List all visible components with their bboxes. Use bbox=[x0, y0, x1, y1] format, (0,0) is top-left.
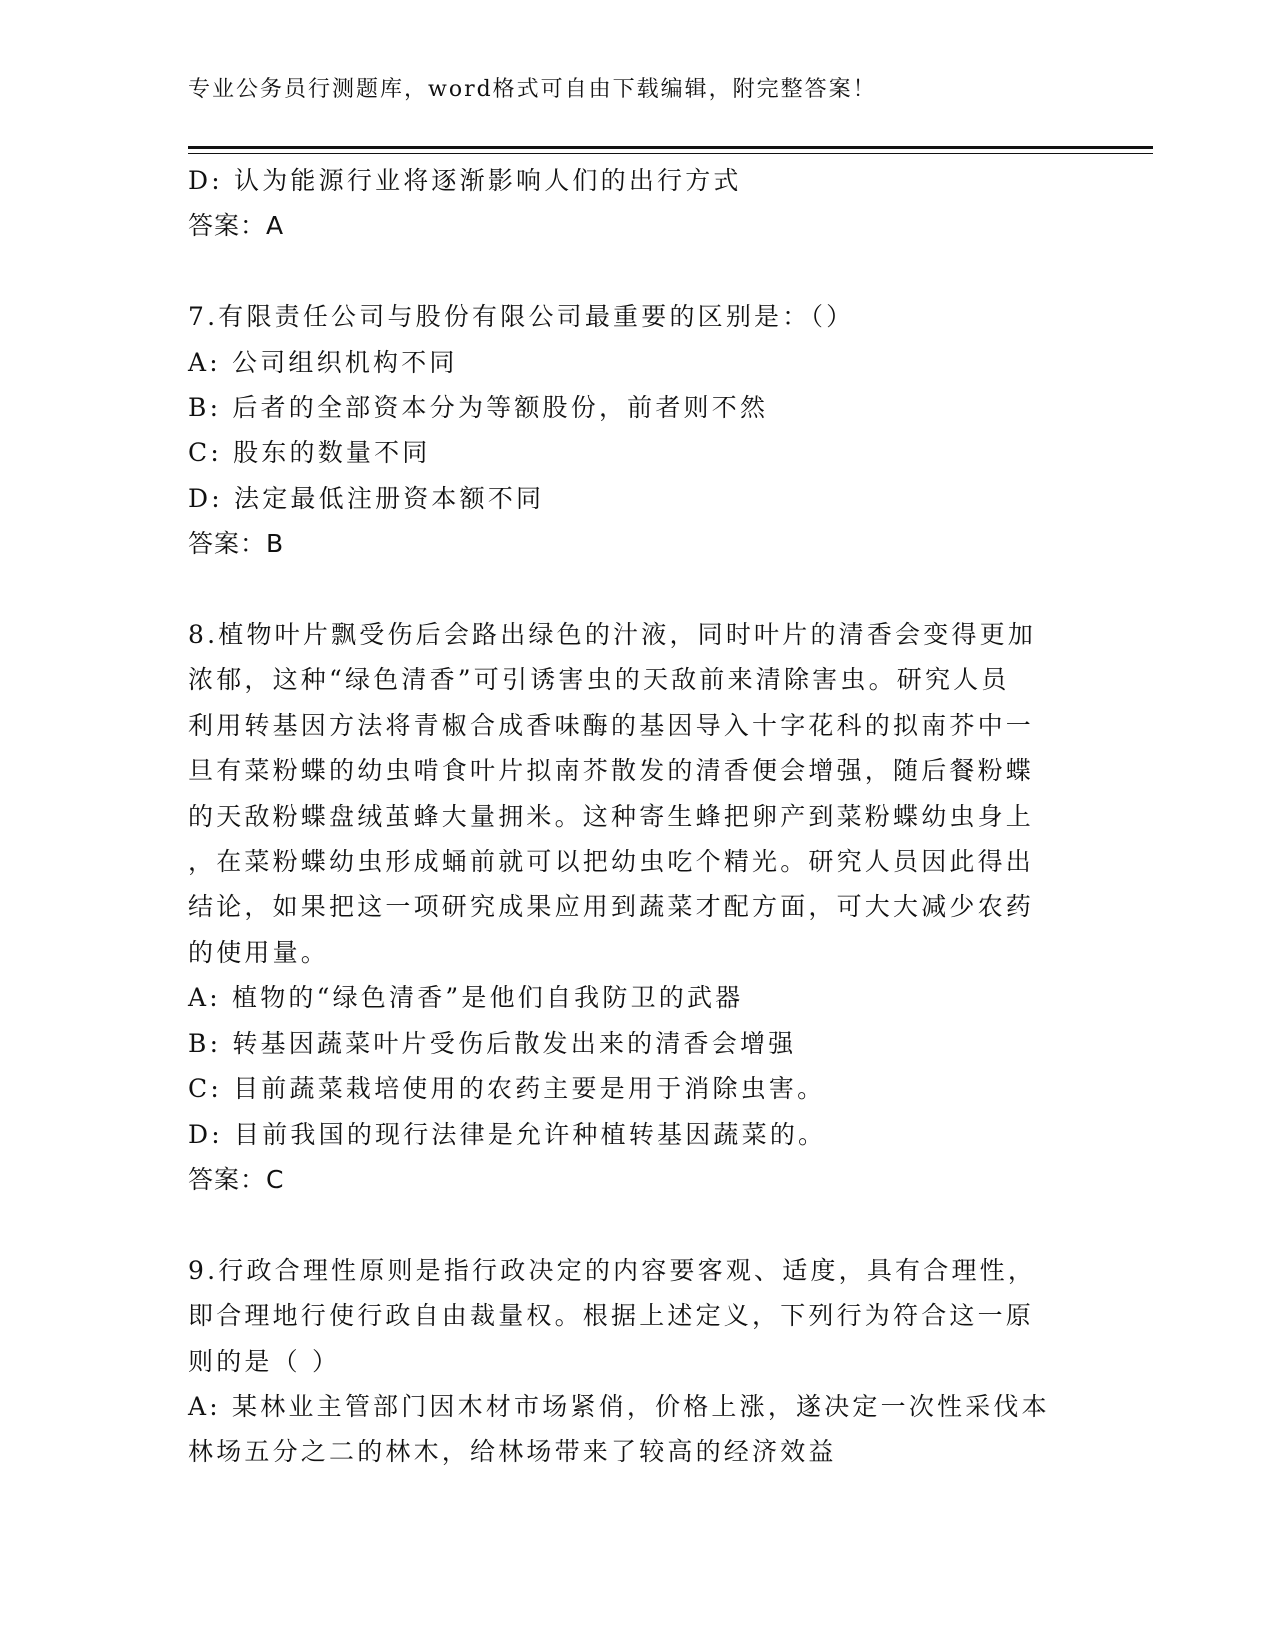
option-a: A: 公司组织机构不同 bbox=[188, 347, 458, 377]
spacer bbox=[188, 1202, 1068, 1247]
question-stem-line: ，在菜粉蝶幼虫形成蛹前就可以把幼虫吃个精光。研究人员因此得出 bbox=[188, 847, 1035, 877]
option-c: C: 股东的数量不同 bbox=[188, 438, 431, 468]
answer: 答案：C bbox=[188, 1164, 285, 1194]
question-stem-line: 9.行政合理性原则是指行政决定的内容要客观、适度，具有合理性， bbox=[188, 1255, 1037, 1285]
spacer bbox=[188, 567, 1068, 612]
answer: 答案：B bbox=[188, 529, 285, 559]
spacer bbox=[188, 249, 1068, 294]
option-b: B: 后者的全部资本分为等额股份，前者则不然 bbox=[188, 393, 769, 423]
option-c: C: 目前蔬菜栽培使用的农药主要是用于消除虫害。 bbox=[188, 1074, 826, 1104]
option-b: B: 转基因蔬菜叶片受伤后散发出来的清香会增强 bbox=[188, 1028, 797, 1058]
option-a-line: A: 某林业主管部门因木材市场紧俏，价格上涨，遂决定一次性采伐本 bbox=[188, 1391, 1050, 1421]
question-stem: 7.有限责任公司与股份有限公司最重要的区别是：（） bbox=[188, 302, 855, 332]
option-d: D: 目前我国的现行法律是允许种植转基因蔬菜的。 bbox=[188, 1119, 827, 1149]
question-stem-line: 的使用量。 bbox=[188, 937, 330, 967]
question-stem-line: 利用转基因方法将青椒合成香味酶的基因导入十字花科的拟南芥中一 bbox=[188, 710, 1035, 740]
option-d: D: 认为能源行业将逐渐影响人们的出行方式 bbox=[188, 166, 742, 195]
option-a-line: 林场五分之二的林木，给林场带来了较高的经济效益 bbox=[188, 1437, 837, 1467]
page-header: 专业公务员行测题库，word格式可自由下载编辑，附完整答案！ bbox=[188, 77, 877, 102]
option-a: A: 植物的“绿色清香”是他们自我防卫的武器 bbox=[188, 983, 744, 1013]
option-d: D: 法定最低注册资本额不同 bbox=[188, 483, 545, 513]
answer: 答案：A bbox=[188, 211, 285, 241]
question-stem-line: 结论，如果把这一项研究成果应用到蔬菜才配方面，可大大减少农药 bbox=[188, 892, 1035, 922]
question-stem-line: 的天敌粉蝶盘绒茧蜂大量拥米。这种寄生蜂把卵产到菜粉蝶幼虫身上 bbox=[188, 801, 1035, 831]
question-stem-line: 即合理地行使行政自由裁量权。根据上述定义，下列行为符合这一原 bbox=[188, 1301, 1035, 1331]
header-rule-thick bbox=[188, 146, 1153, 149]
question-stem-line: 旦有菜粉蝶的幼虫啃食叶片拟南芥散发的清香便会增强，随后餐粉蝶 bbox=[188, 756, 1035, 786]
question-stem-line: 8.植物叶片飘受伤后会路出绿色的汁液，同时叶片的清香会变得更加 bbox=[188, 620, 1037, 650]
question-stem-line: 浓郁，这种“绿色清香”可引诱害虫的天敌前来清除害虫。研究人员 bbox=[188, 665, 1010, 695]
question-stem-line: 则的是（ ） bbox=[188, 1346, 341, 1376]
header-rule-thin bbox=[188, 153, 1153, 154]
document-body bbox=[188, 158, 1068, 1475]
